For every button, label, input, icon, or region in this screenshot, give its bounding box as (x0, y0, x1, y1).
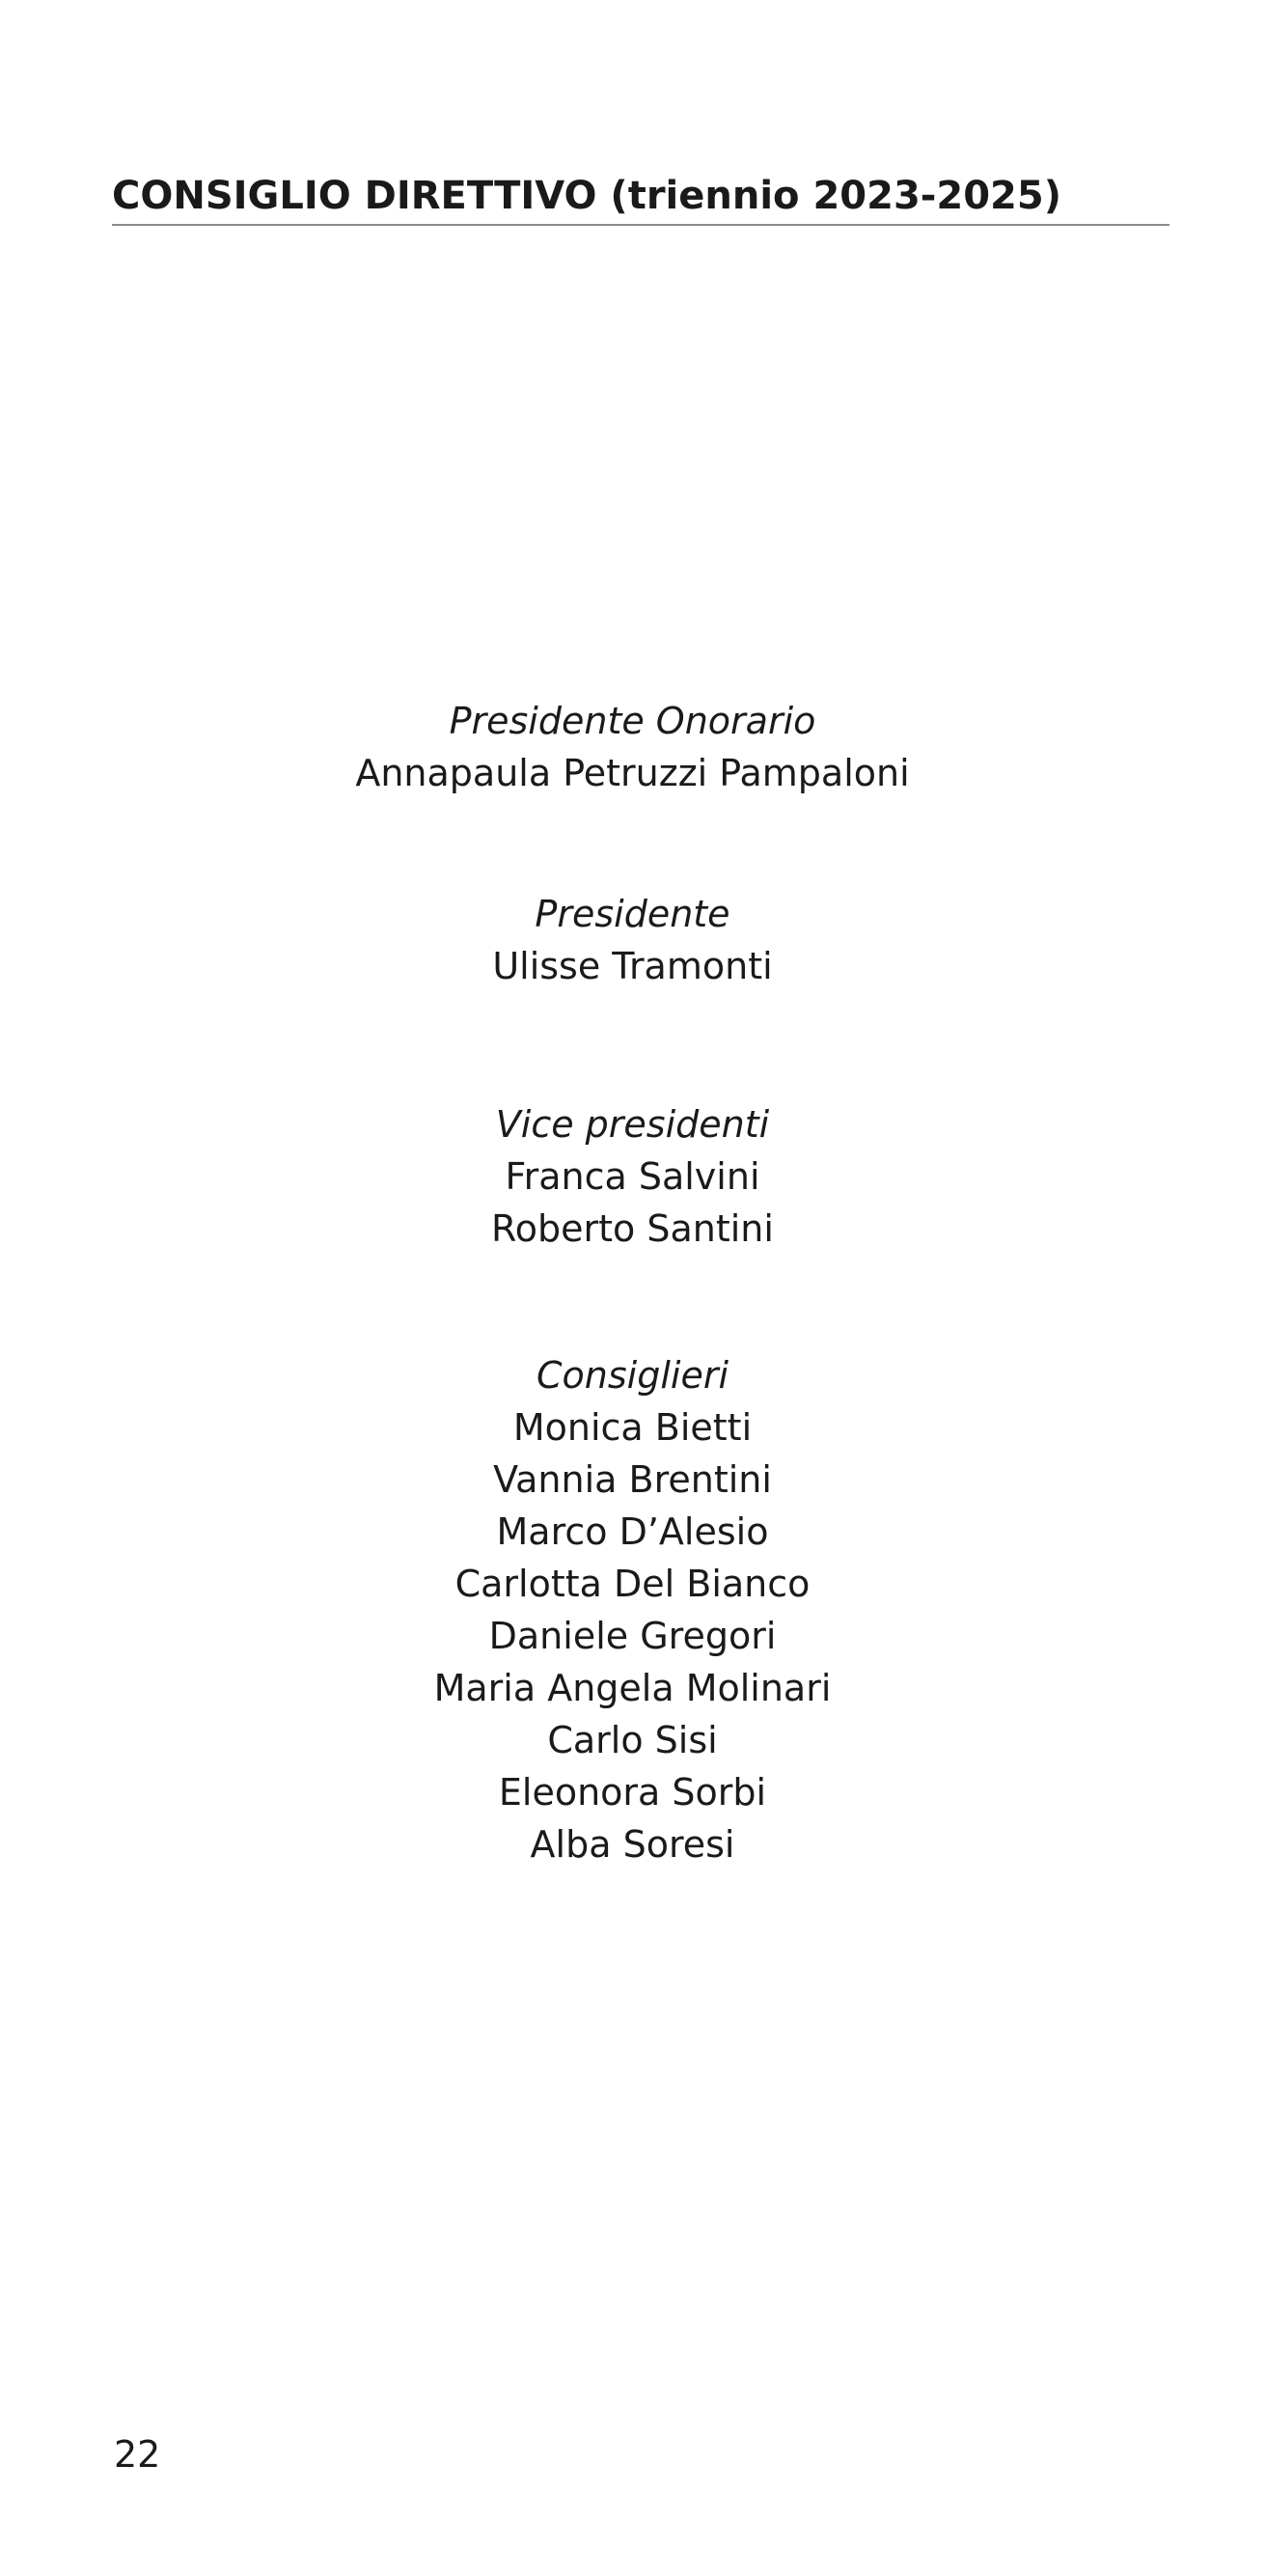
member-name: Monica Bietti (512, 1406, 753, 1449)
page-title: CONSIGLIO DIRETTIVO (triennio 2023-2025) (112, 174, 1062, 218)
role-label: Vice presidenti (495, 1103, 770, 1146)
member-name: Annapaula Petruzzi Pampaloni (355, 752, 910, 794)
member-name: Daniele Gregori (488, 1615, 777, 1657)
member-name: Alba Soresi (530, 1823, 735, 1866)
section-councillors (0, 1349, 1265, 1870)
role-label: Presidente Onorario (449, 700, 816, 742)
member-name: Eleonora Sorbi (498, 1771, 767, 1814)
member-name: Carlo Sisi (547, 1719, 718, 1761)
section-honorary-president (0, 695, 1265, 799)
member-name: Carlotta Del Bianco (454, 1563, 811, 1605)
member-name: Marco D’Alesio (496, 1510, 769, 1553)
role-label: Consiglieri (536, 1354, 729, 1397)
page-number: 22 (114, 2433, 161, 2476)
role-label: Presidente (535, 893, 730, 935)
member-name: Maria Angela Molinari (433, 1667, 832, 1709)
section-president (0, 888, 1265, 992)
member-name: Franca Salvini (505, 1155, 760, 1198)
section-vice-presidents (0, 1098, 1265, 1255)
member-name: Roberto Santini (491, 1207, 774, 1250)
member-name: Vannia Brentini (493, 1458, 772, 1501)
member-name: Ulisse Tramonti (492, 945, 773, 987)
page-header (112, 172, 1169, 226)
